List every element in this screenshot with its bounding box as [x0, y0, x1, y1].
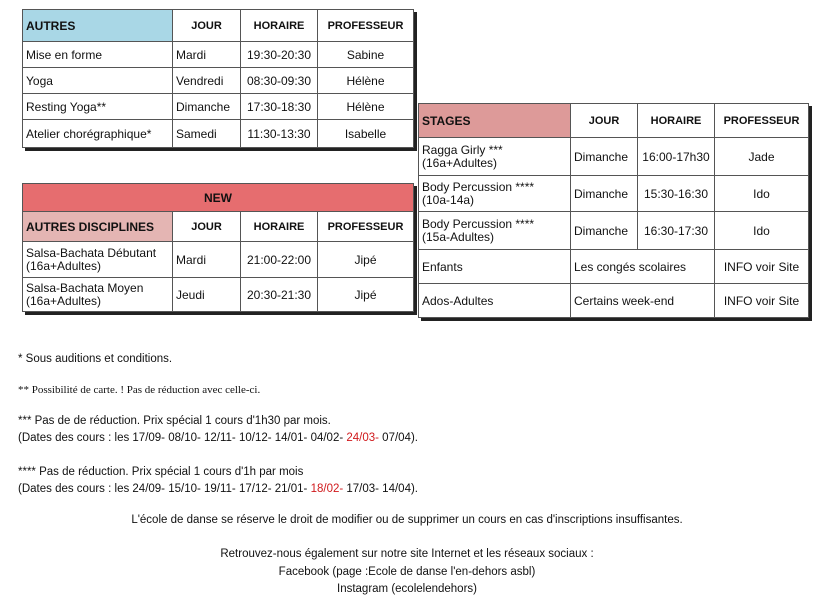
course-time: 19:30-20:30	[241, 42, 318, 68]
course-teacher: Ido	[715, 176, 809, 212]
stages-table	[418, 103, 809, 318]
course-name: Atelier chorégraphique*	[23, 120, 173, 148]
stage-group: Enfants	[419, 250, 571, 284]
table-row	[23, 68, 414, 94]
header-horaire: HORAIRE	[241, 212, 318, 242]
table-row	[419, 176, 809, 212]
table-row	[23, 278, 414, 312]
stage-group: Ados-Adultes	[419, 284, 571, 318]
autres-title: AUTRES	[23, 10, 173, 42]
new-table	[22, 183, 414, 312]
course-day: Dimanche	[173, 94, 241, 120]
course-teacher: Sabine	[318, 42, 414, 68]
course-day: Dimanche	[571, 212, 638, 250]
note-ecole: L'école de danse se réserve le droit de modifier ou de supprimer un cours en cas d'inscriptions insuffisantes.	[131, 514, 683, 526]
header-professeur: PROFESSEUR	[715, 104, 809, 138]
header-jour: JOUR	[173, 212, 241, 242]
course-day: Dimanche	[571, 176, 638, 212]
note-facebook: Facebook (page :Ecole de danse l'en-dehors asbl)	[278, 566, 536, 578]
stage-when: Certains week-end	[571, 284, 715, 318]
course-day: Mardi	[173, 42, 241, 68]
course-time: 16:00-17h30	[638, 138, 715, 176]
header-jour: JOUR	[173, 10, 241, 42]
header-professeur: PROFESSEUR	[318, 10, 414, 42]
table-row	[419, 250, 809, 284]
stages-title: STAGES	[419, 104, 571, 138]
course-name: Salsa-Bachata Moyen (16a+Adultes)	[23, 278, 173, 312]
table-row	[419, 138, 809, 176]
note-body-percussion-dates: (Dates des cours : les 24/09- 15/10- 19/11- 17/12- 21/01- 18/02- 17/03- 14/04).	[18, 483, 418, 495]
note-retrouvez: Retrouvez-nous également sur notre site Internet et les réseaux sociaux :	[220, 548, 594, 560]
note-auditions: * Sous auditions et conditions.	[18, 353, 173, 365]
course-time: 16:30-17:30	[638, 212, 715, 250]
table-row	[419, 212, 809, 250]
course-day: Vendredi	[173, 68, 241, 94]
stage-info: INFO voir Site	[715, 250, 809, 284]
autres-table	[22, 9, 414, 148]
course-teacher: Hélène	[318, 94, 414, 120]
course-name: Mise en forme	[23, 42, 173, 68]
highlighted-date: 24/03-	[346, 432, 379, 444]
note-ragga-dates: (Dates des cours : les 17/09- 08/10- 12/11- 10/12- 14/01- 04/02- 24/03- 07/04).	[18, 432, 418, 444]
note-carte: ** Possibilité de carte. ! Pas de réduction avec celle-ci.	[18, 384, 261, 396]
course-time: 15:30-16:30	[638, 176, 715, 212]
course-teacher: Hélène	[318, 68, 414, 94]
stage-info: INFO voir Site	[715, 284, 809, 318]
course-day: Samedi	[173, 120, 241, 148]
new-banner: NEW	[23, 184, 414, 212]
course-time: 17:30-18:30	[241, 94, 318, 120]
course-name: Yoga	[23, 68, 173, 94]
course-time: 11:30-13:30	[241, 120, 318, 148]
note-ragga: *** Pas de de réduction. Prix spécial 1 cours d'1h30 par mois.	[18, 415, 331, 427]
stage-when: Les congés scolaires	[571, 250, 715, 284]
header-horaire: HORAIRE	[638, 104, 715, 138]
header-professeur: PROFESSEUR	[318, 212, 414, 242]
table-row	[23, 94, 414, 120]
course-teacher: Jipé	[318, 278, 414, 312]
highlighted-date: 18/02-	[310, 483, 344, 495]
course-day: Jeudi	[173, 278, 241, 312]
course-name: Body Percussion **** (10a-14a)	[419, 176, 571, 212]
table-row	[23, 242, 414, 278]
course-time: 08:30-09:30	[241, 68, 318, 94]
autres-disciplines-title: AUTRES DISCIPLINES	[23, 212, 173, 242]
course-day: Dimanche	[571, 138, 638, 176]
course-day: Mardi	[173, 242, 241, 278]
table-row	[23, 42, 414, 68]
note-body-percussion: **** Pas de réduction. Prix spécial 1 cours d'1h par mois	[18, 466, 304, 478]
course-time: 20:30-21:30	[241, 278, 318, 312]
course-time: 21:00-22:00	[241, 242, 318, 278]
course-teacher: Isabelle	[318, 120, 414, 148]
course-name: Body Percussion **** (15a-Adultes)	[419, 212, 571, 250]
course-name: Salsa-Bachata Débutant (16a+Adultes)	[23, 242, 173, 278]
course-teacher: Jipé	[318, 242, 414, 278]
table-row	[419, 284, 809, 318]
header-jour: JOUR	[571, 104, 638, 138]
table-row	[23, 120, 414, 148]
note-instagram: Instagram (ecolelendehors)	[337, 583, 477, 595]
header-horaire: HORAIRE	[241, 10, 318, 42]
course-teacher: Jade	[715, 138, 809, 176]
course-teacher: Ido	[715, 212, 809, 250]
course-name: Resting Yoga**	[23, 94, 173, 120]
course-name: Ragga Girly *** (16a+Adultes)	[419, 138, 571, 176]
